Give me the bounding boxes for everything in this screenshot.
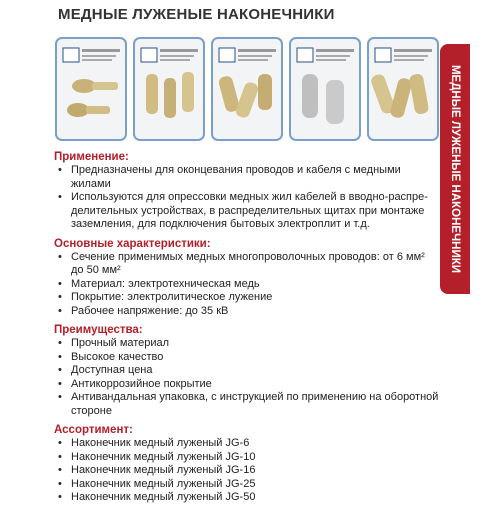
list-item: • Покрытие: электролитическое лужение [54, 291, 440, 305]
list-item: • Наконечник медный луженый JG-50 [54, 491, 440, 505]
category-sidebar-tab [440, 44, 470, 294]
description-content [54, 151, 440, 511]
section-title-application: Применение: [54, 151, 129, 163]
section-title-assortment: Ассортимент: [54, 424, 133, 436]
page-title: МЕДНЫЕ ЛУЖЕНЫЕ НАКОНЕЧНИКИ [58, 6, 335, 23]
list-item: • Наконечник медный луженый JG-10 [54, 451, 440, 465]
section-title-characteristics: Основные характеристики: [54, 237, 211, 250]
characteristics-list [54, 251, 440, 319]
package-jg-25 [288, 34, 362, 144]
list-item: • Наконечник медный луженый JG-16 [54, 464, 440, 478]
list-item: • Доступная цена [54, 364, 440, 378]
list-item: • Антикоррозийное покрытие [54, 378, 440, 392]
section-title-advantages: Преимущества: [54, 324, 143, 336]
list-item: • Наконечник медный луженый JG-25 [54, 478, 440, 492]
list-item: • Используются для опрессовки медных жил кабелей в вводно-распре-делительных устройствах, в распределительных щитах при монтаже заземления, для подключения бытовых электроплит и т.д. [54, 191, 440, 232]
sidebar-label: МЕДНЫЕ ЛУЖЕНЫЕ НАКОНЕЧНИКИ [449, 64, 461, 274]
list-item: • Рабочее напряжение: до 35 кВ [54, 305, 440, 319]
list-item: • Антивандальная упаковка, с инструкцией по применению на оборотной стороне [54, 391, 440, 418]
product-packages-image [54, 34, 440, 144]
assortment-list [54, 437, 440, 505]
package-jg-10 [132, 34, 206, 144]
advantages-list [54, 337, 440, 418]
package-jg-50 [366, 34, 440, 144]
package-jg-16 [210, 34, 284, 144]
list-item: • Наконечник медный луженый JG-6 [54, 437, 440, 451]
list-item: • Предназначены для оконцевания проводов и кабеля с медными жилами [54, 164, 440, 191]
list-item: • Высокое качество [54, 351, 440, 365]
list-item: • Прочный материал [54, 337, 440, 351]
list-item: • Материал: электротехническая медь [54, 278, 440, 292]
package-jg-6 [54, 34, 128, 144]
application-list [54, 164, 440, 232]
list-item: • Сечение применимых медных многопроволочных проводов: от 6 мм² до 50 мм² [54, 251, 440, 278]
